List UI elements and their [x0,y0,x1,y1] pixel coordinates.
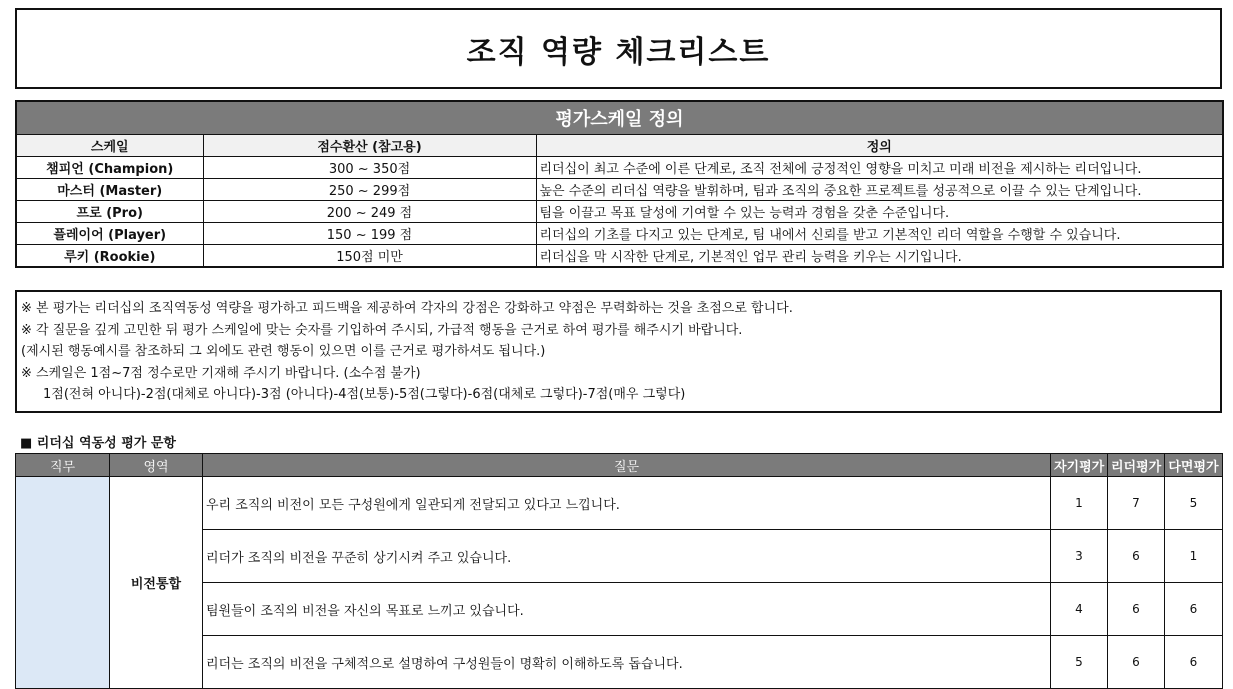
multi-score-cell[interactable]: 1 [1165,530,1223,583]
col-header-question: 질문 [203,454,1051,477]
scale-definition: 리더십을 막 시작한 단계로, 기본적인 업무 관리 능력을 키우는 시기입니다. [536,245,1223,268]
question-cell: 우리 조직의 비전이 모든 구성원에게 일관되게 전달되고 있다고 느낍니다. [203,477,1051,530]
scale-table [15,100,1224,268]
scale-score: 250 ~ 299점 [203,179,536,201]
area-cell: 비전통합 [110,477,203,689]
job-cell [16,477,110,689]
page-title: 조직 역량 체크리스트 [466,34,771,70]
scale-row [16,245,1223,268]
instruction-line: ※ 스케일은 1점~7점 정수로만 기재해 주시기 바랍니다. (소수점 불가) [21,365,421,381]
multi-score-cell[interactable]: 6 [1165,583,1223,636]
scale-row [16,157,1223,179]
instruction-line: (제시된 행동예시를 참조하되 그 외에도 관련 행동이 있으면 이를 근거로 평가하셔도 됩니다.) [21,344,546,360]
scale-header-scale: 스케일 [16,135,203,157]
col-header-multi: 다면평가 [1165,454,1223,477]
instruction-line: ※ 각 질문을 깊게 고민한 뒤 평가 스케일에 맞는 숫자를 기입하여 주시되, 가급적 행동을 근거로 하여 평가를 해주시기 바랍니다. [21,322,743,338]
scale-name: 챔피언 (Champion) [16,157,203,179]
scale-name: 마스터 (Master) [16,179,203,201]
scale-legend-line: 1점(전혀 아니다)-2점(대체로 아니다)-3점 (아니다)-4점(보통)-5점(그렇다)-6점(대체로 그렇다)-7점(매우 그렇다) [43,387,686,403]
section-heading: ■ 리더십 역동성 평가 문항 [20,436,176,451]
scale-score: 300 ~ 350점 [203,157,536,179]
col-header-area: 영역 [110,454,203,477]
scale-row [16,201,1223,223]
leader-score-cell[interactable]: 7 [1108,477,1165,530]
scale-definition: 리더십이 최고 수준에 이른 단계로, 조직 전체에 긍정적인 영향을 미치고 미래 비전을 제시하는 리더입니다. [536,157,1223,179]
leader-score-cell[interactable]: 6 [1108,583,1165,636]
leader-score-cell[interactable]: 6 [1108,636,1165,689]
scale-row [16,179,1223,201]
scale-definition: 팀을 이끌고 목표 달성에 기여할 수 있는 능력과 경험을 갖춘 수준입니다. [536,201,1223,223]
instructions-box [15,290,1222,413]
scale-banner: 평가스케일 정의 [16,101,1223,135]
scale-name: 루키 (Rookie) [16,245,203,268]
scale-score: 200 ~ 249 점 [203,201,536,223]
col-header-leader: 리더평가 [1108,454,1165,477]
scale-definition: 높은 수준의 리더십 역량을 발휘하며, 팀과 조직의 중요한 프로젝트를 성공적으로 이끌 수 있는 단계입니다. [536,179,1223,201]
title-box [15,8,1222,89]
scale-name: 프로 (Pro) [16,201,203,223]
col-header-self: 자기평가 [1051,454,1108,477]
scale-header-definition: 정의 [536,135,1223,157]
multi-score-cell[interactable]: 5 [1165,477,1223,530]
evaluation-table [15,453,1223,689]
scale-header-score: 점수환산 (참고용) [203,135,536,157]
question-cell: 리더는 조직의 비전을 구체적으로 설명하여 구성원들이 명확히 이해하도록 돕습니다. [203,636,1051,689]
scale-row [16,223,1223,245]
leader-score-cell[interactable]: 6 [1108,530,1165,583]
scale-name: 플레이어 (Player) [16,223,203,245]
col-header-job: 직무 [16,454,110,477]
table-row [16,477,1223,530]
self-score-cell[interactable]: 1 [1051,477,1108,530]
self-score-cell[interactable]: 5 [1051,636,1108,689]
self-score-cell[interactable]: 3 [1051,530,1108,583]
self-score-cell[interactable]: 4 [1051,583,1108,636]
question-cell: 리더가 조직의 비전을 꾸준히 상기시켜 주고 있습니다. [203,530,1051,583]
multi-score-cell[interactable]: 6 [1165,636,1223,689]
scale-definition: 리더십의 기초를 다지고 있는 단계로, 팀 내에서 신뢰를 받고 기본적인 리더 역할을 수행할 수 있습니다. [536,223,1223,245]
scale-score: 150점 미만 [203,245,536,268]
instruction-line: ※ 본 평가는 리더십의 조직역동성 역량을 평가하고 피드백을 제공하여 각자의 강점은 강화하고 약점은 무력화하는 것을 초점으로 합니다. [21,301,793,316]
question-cell: 팀원들이 조직의 비전을 자신의 목표로 느끼고 있습니다. [203,583,1051,636]
scale-score: 150 ~ 199 점 [203,223,536,245]
